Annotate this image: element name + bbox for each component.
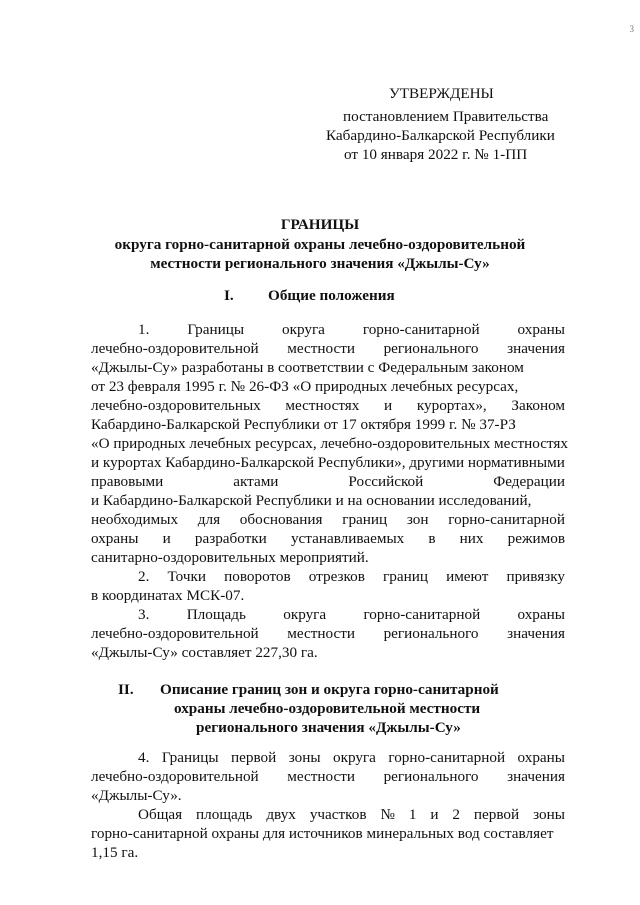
paragraph-5-line-3: 1,15 га. [91,844,139,861]
word: Границы [187,321,245,338]
word: значения [507,768,565,785]
paragraph-2-line-1 [138,567,565,586]
document-title: ГРАНИЦЫ [280,216,360,233]
word: режимов [507,530,565,547]
word: устанавливаемых [290,530,405,547]
paragraph-1-line-1 [138,320,565,339]
word: разработки [194,530,267,547]
decree-line-3: от 10 января 2022 г. № 1-ПП [344,146,528,163]
word: 2 [452,806,460,823]
word: привязку [506,568,565,585]
word: значения [507,625,565,642]
word: лечебно-оздоровительной [91,768,259,785]
word: зоны [533,806,565,823]
section-2-number: II. [118,681,134,698]
section-2-heading-3: регионального значения «Джылы-Су» [196,719,461,736]
word: регионального [383,625,479,642]
word: № [380,806,395,823]
paragraph-1-line-9 [91,472,565,491]
word: и [162,530,171,547]
paragraph-1-line-5 [91,396,565,415]
word: и [384,397,393,414]
decree-line-2: Кабардино-Балкарской Республики [326,127,555,144]
word: Площадь [186,606,246,623]
section-1-number: I. [224,287,234,304]
paragraph-1-line-3: «Джылы-Су» разработаны в соответствии с Федеральным законом [91,359,524,376]
paragraph-1-line-4: от 23 февраля 1995 г. № 26-ФЗ «О природных лечебных ресурсах, [91,378,519,395]
paragraph-4-line-1: 4. Границы первой зоны округа горно-санитарной охраны [138,749,565,766]
word: Общая [138,806,183,823]
word: правовыми [91,473,164,490]
word: Точки [167,568,206,585]
word: в [428,530,436,547]
word: и [430,806,439,823]
word: для [197,511,221,528]
word: 3. [138,606,150,623]
word: округа [281,321,325,338]
word: горно-санитарной [448,511,565,528]
paragraph-1-line-13: санитарно-оздоровительных мероприятий. [91,549,369,566]
word: охраны [517,606,565,623]
word: первой [473,806,520,823]
paragraph-1-line-7: «О природных лечебных ресурсах, лечебно-оздоровительных местностях [91,435,568,452]
word: границ [383,568,428,585]
paragraph-1-line-2 [91,339,565,358]
word: имеют [446,568,489,585]
word: лечебно-оздоровительной [91,340,259,357]
word: горно-санитарной [362,321,480,338]
word: Российской [348,473,424,490]
paragraph-4-line-2 [91,767,565,786]
word: необходимых [91,511,179,528]
word: актами [233,473,279,490]
word: границ [342,511,388,528]
paragraph-1-line-6: Кабардино-Балкарской Республики от 17 октября 1999 г. № 37-РЗ [91,416,516,433]
word: охраны [517,321,565,338]
paragraph-1-line-10: и Кабардино-Балкарской Республики и на основании исследований, [91,492,532,509]
word: регионального [383,340,479,357]
paragraph-2-line-2: в координатах МСК-07. [91,587,245,604]
word: курортах», [416,397,487,414]
page-edge-mark: 3 [629,24,634,34]
document-subtitle-2: местности регионального значения «Джылы-Су» [150,255,490,272]
paragraph-3-line-1 [138,605,565,624]
word: участков [309,806,367,823]
section-2-heading-2: охраны лечебно-оздоровительной местности [174,700,481,717]
word: горно-санитарной [363,606,481,623]
word: 1. [138,321,150,338]
word: поворотов [224,568,291,585]
word: 2. [138,568,150,585]
word: местностях [285,397,360,414]
word: охраны [91,530,139,547]
word: 1 [408,806,417,823]
word: местности [287,768,355,785]
word: местности [287,340,355,357]
word: отрезков [308,568,365,585]
word: Федерации [493,473,565,490]
paragraph-5-line-2: горно-санитарной охраны для источников минеральных вод составляет [91,825,554,842]
word: зон [406,511,429,528]
paragraph-3-line-3: «Джылы-Су» составляет 227,30 га. [91,644,318,661]
approved-label: УТВЕРЖДЕНЫ [389,85,494,102]
word: регионального [383,768,479,785]
paragraph-5-line-1 [138,805,565,824]
decree-line-1: постановлением Правительства [343,108,549,125]
paragraph-4-line-3: «Джылы-Су». [91,787,182,804]
word: значения [507,340,565,357]
paragraph-1-line-8: и курортах Кабардино-Балкарской Республики», другими нормативными [91,454,565,471]
word: округа [283,606,327,623]
paragraph-1-line-12 [91,529,565,548]
word: Законом [511,397,565,414]
word: местности [287,625,355,642]
paragraph-1-line-11 [91,510,565,529]
document-subtitle-1: округа горно-санитарной охраны лечебно-оздоровительной [114,236,526,253]
paragraph-3-line-2 [91,624,565,643]
word: лечебно-оздоровительных [91,397,261,414]
word: двух [266,806,296,823]
word: обоснования [239,511,323,528]
section-1-heading: Общие положения [268,287,395,304]
word: лечебно-оздоровительной [91,625,259,642]
word: них [459,530,484,547]
section-2-heading-1: Описание границ зон и округа горно-санитарной [160,681,499,698]
word: площадь [196,806,253,823]
